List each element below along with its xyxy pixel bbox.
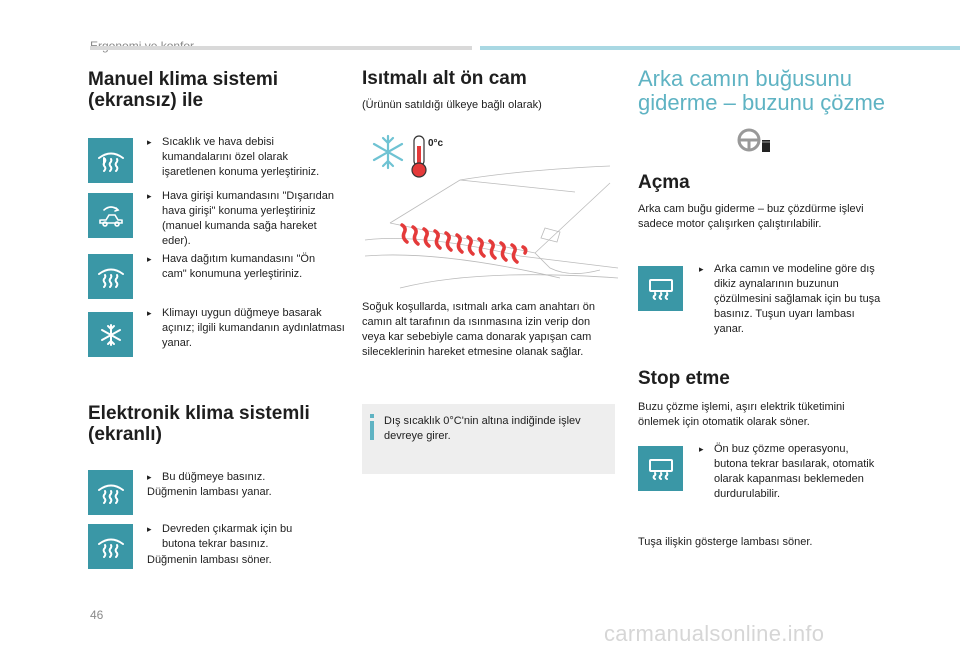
manual-item-3: ▸ Hava dağıtım kumandasını "Ön cam" konumuna yerleştiriniz. [147,253,316,280]
electronic-item-2-result: Düğmenin lambası söner. [147,554,272,566]
electronic-climate-title: Elektronik klima sistemli (ekranlı) [88,403,310,445]
rear-defrost-icon [646,454,676,484]
page-number: 46 [90,608,104,622]
windscreen-illustration [360,128,620,293]
heated-windscreen-subtitle: (Ürünün satıldığı ülkeye bağlı olarak) [362,99,542,111]
thermometer-label: 0°c [428,138,444,149]
steering-wheel-icon [731,126,787,162]
electronic-item-1: ▸ Bu düğmeye basınız. [147,471,266,483]
electronic-item-1-result: Düğmenin lambası yanar. [147,486,272,498]
front-defrost-button[interactable] [88,138,133,183]
front-defrost-button-electronic-off[interactable] [88,524,133,569]
rear-defrost-icon [646,274,676,304]
heating-elements [402,225,526,262]
front-defrost-button-electronic-on[interactable] [88,470,133,515]
electronic-item-2: ▸ Devreden çıkarmak için bu butona tekrar basınız. [147,523,293,550]
rear-demist-title: Arka camın buğusunu giderme – buzunu çözme [638,66,886,115]
watermark: carmanualsonline.info [604,621,825,646]
header-divider-right [480,46,960,50]
stop-item: ▸ Ön buz çözme operasyonu, butona tekrar basılarak, otomatik olarak kapanması beklemeden durdurulabilir. [699,443,875,500]
ac-button[interactable] [88,312,133,357]
manual-item-4: ▸ Klimayı uygun düğmeye basarak açınız; ilgili kumandanın aydınlatması yanar. [147,307,345,349]
manual-climate-title: Manuel klima sistemi (ekransız) ile [88,69,279,111]
stop-title: Stop etme [638,368,730,389]
activation-item: ▸ Arka camın ve modeline göre dış dikiz aynalarının buzunun çözülmesini sağlamak için bu tuşa basınız. Tuşun uyarı lambası yanar. [699,263,881,335]
info-box [362,404,615,474]
front-defrost-icon [96,262,126,292]
rear-defrost-button[interactable] [638,266,683,311]
thermometer-icon [412,136,426,177]
activation-text: Arka cam buğu giderme – buz çözdürme işlevi sadece motor çalışırken çalıştırılabilir. [638,203,864,230]
air-recirculation-button[interactable] [88,193,133,238]
stop-text: Buzu çözme işlemi, aşırı elektrik tüketimini önlemek için otomatik olarak söner. [638,401,845,428]
manual-item-1: ▸ Sıcaklık ve hava debisi kumandalarını özel olarak işaretlenen konuma yerleştiriniz. [147,136,320,178]
front-defrost-icon [96,532,126,562]
header-divider-left [90,46,472,50]
heated-windscreen-title: Isıtmalı alt ön cam [362,68,527,89]
ac-snowflake-icon [96,320,126,350]
info-icon [370,414,374,440]
snowflake-icon [374,136,402,168]
activation-title: Açma [638,172,690,193]
manual-item-2: ▸ Hava girişi kumandasını "Dışarıdan hava girişi" konuma yerleştiriniz (manuel kumanda sağa hareket eder). [147,190,335,247]
front-defrost-icon [96,478,126,508]
info-text: Dış sıcaklık 0°C'nin altına indiğinde işlev devreye girer. [384,415,581,442]
front-defrost-icon [96,146,126,176]
air-recirculation-icon [96,201,126,231]
rear-defrost-stop-button[interactable] [638,446,683,491]
windscreen-distribution-button[interactable] [88,254,133,299]
heated-windscreen-description: Soğuk koşullarda, ısıtmalı arka cam anahtarı ön camın alt tarafının da ısınmasına izin verip don veya kar sebebiyle cama donarak yapışan cam sileceklerinin hareket etmesine olanak sağlar. [362,301,595,358]
stop-footer-text: Tuşa ilişkin gösterge lambası söner. [638,536,813,548]
